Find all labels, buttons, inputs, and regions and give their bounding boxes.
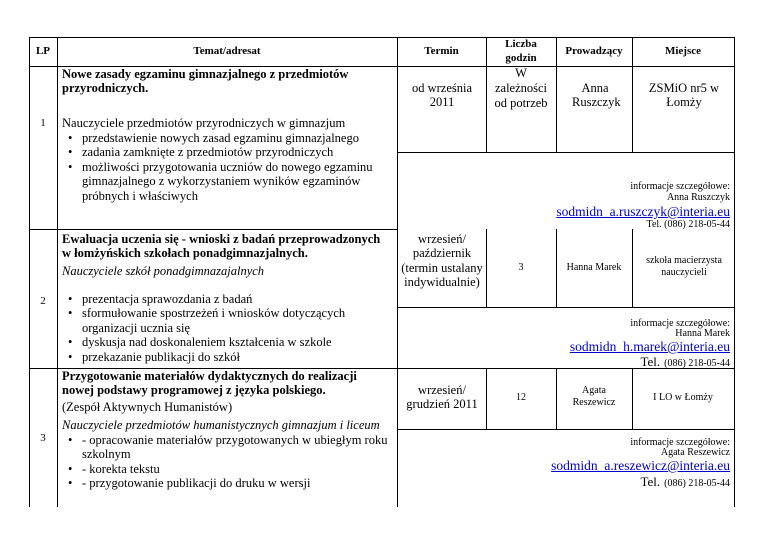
col-divider-hours-r3	[556, 368, 557, 429]
row-divider-1-left	[29, 229, 397, 230]
row-2-info-name: Hanna Marek	[675, 328, 730, 339]
row-1-email[interactable]: sodmidn_a.ruszczyk@interia.eu	[556, 204, 730, 219]
row-2-place: szkoła macierzysta nauczycieli	[646, 255, 722, 278]
row-2-audience: Nauczyciele szkół ponadgimnazajalnych	[62, 264, 265, 278]
row-1-place: ZSMiO nr5 w Łomży	[648, 81, 720, 110]
row-1-phone: (086) 218-05-44	[664, 219, 730, 230]
row-2-phone-label: Tel.	[640, 354, 661, 369]
row-1-info-label: informacje szczegółowe:	[630, 181, 730, 192]
list-item: • możliwości przygotowania uczniów do nowego egzaminu gimnazjalnego z wykorzystaniem wyników egzaminów próbnych i właściwych	[62, 160, 394, 203]
list-item: • - przygotowanie publikacji do druku w wersji	[62, 476, 392, 490]
row-2-hours: 3	[518, 262, 524, 273]
col-divider-term	[486, 37, 487, 152]
header-topic: Temat/adresat	[193, 45, 261, 57]
row-divider-1-detail	[397, 152, 735, 153]
row-1-title: Nowe zasady egzaminu gimnazjalnego z przedmiotów przyrodniczych.	[62, 67, 349, 96]
row-2-info-label: informacje szczegółowe:	[630, 318, 730, 329]
row-2-lp: 2	[40, 295, 46, 307]
row-2-phone-line	[500, 353, 730, 371]
table-border-right	[734, 37, 735, 507]
row-3-bullet-list	[62, 433, 392, 491]
header-leader: Prowadzący	[565, 45, 623, 57]
row-3-phone-line	[500, 473, 730, 491]
row-3-audience: Nauczyciele przedmiotów humanistycznych gimnazjum i liceum	[62, 418, 380, 432]
row-3-leader: Agata Reszewicz	[572, 385, 616, 408]
list-item: • prezentacja sprawozdania z badań	[62, 292, 392, 306]
row-3-place: I LO w Łomży	[653, 392, 713, 403]
list-item: • - opracowanie materiałów przygotowanych w ubiegłym roku szkolnym	[62, 433, 392, 462]
list-item: • sformułowanie spostrzeżeń i wniosków dotyczących organizacji ucznia się	[62, 306, 392, 335]
row-3-info-name: Agata Reszewicz	[660, 447, 730, 458]
row-1-phone-label: Tel.	[646, 219, 662, 230]
row-1-leader: Anna Ruszczyk	[572, 81, 621, 110]
header-term: Termin	[424, 45, 459, 57]
row-1-hours: W zależności od potrzeb	[494, 66, 548, 110]
row-3-phone: (086) 218-05-44	[664, 478, 730, 489]
header-lp: LP	[35, 45, 51, 57]
list-item: • przekazanie publikacji do szkół	[62, 350, 392, 364]
row-2-phone: (086) 218-05-44	[664, 358, 730, 369]
row-3-group: (Zespół Aktywnych Humanistów)	[62, 400, 233, 414]
col-divider-leader-r2	[632, 229, 633, 307]
row-3-email[interactable]: sodmidn_a.reszewicz@interia.eu	[551, 458, 730, 473]
row-3-info-label: informacje szczegółowe:	[630, 437, 730, 448]
list-item: • zadania zamknięte z przedmiotów przyrodniczych	[62, 145, 394, 159]
row-divider-3-detail	[397, 429, 735, 430]
row-1-audience: Nauczyciele przedmiotów przyrodniczych w gimnazjum	[62, 116, 346, 130]
col-divider-topic	[397, 37, 398, 507]
row-3-lp: 3	[40, 432, 46, 444]
row-2-bullet-list	[62, 292, 392, 364]
row-3-title: Przygotowanie materiałów dydaktycznych do realizacji nowej podstawy programowej z języka polskiego.	[62, 369, 357, 398]
list-item: • dyskusja nad doskonaleniem kształcenia w szkole	[62, 335, 392, 349]
row-1-bullet-list	[62, 131, 394, 203]
header-hours: Liczba godzin	[505, 38, 537, 64]
list-item: • - korekta tekstu	[62, 462, 392, 476]
row-3-phone-label: Tel.	[640, 474, 661, 489]
row-divider-2-detail	[397, 307, 735, 308]
table-border-top	[29, 37, 735, 38]
row-1-phone-line	[500, 219, 730, 231]
row-2-title: Ewaluacja uczenia się - wnioski z badań przeprowadzonych w łomżyńskich szkołach ponadgimnazjalnych.	[62, 232, 381, 261]
row-3-term: wrzesień/ grudzień 2011	[406, 383, 478, 412]
row-1-lp: 1	[40, 117, 46, 129]
row-2-leader: Hanna Marek	[566, 262, 622, 273]
row-2-term: wrzesień/ październik (termin ustalany indywidualnie)	[401, 232, 483, 290]
row-1-term: od września 2011	[411, 81, 473, 110]
row-2-email[interactable]: sodmidn_h.marek@interia.eu	[569, 339, 730, 354]
header-place: Miejsce	[664, 45, 702, 57]
row-3-hours: 12	[516, 392, 526, 403]
list-item: • przedstawienie nowych zasad egzaminu gimnazjalnego	[62, 131, 394, 145]
row-1-info-name: Anna Ruszczyk	[666, 192, 730, 203]
col-divider-lp	[57, 37, 58, 507]
